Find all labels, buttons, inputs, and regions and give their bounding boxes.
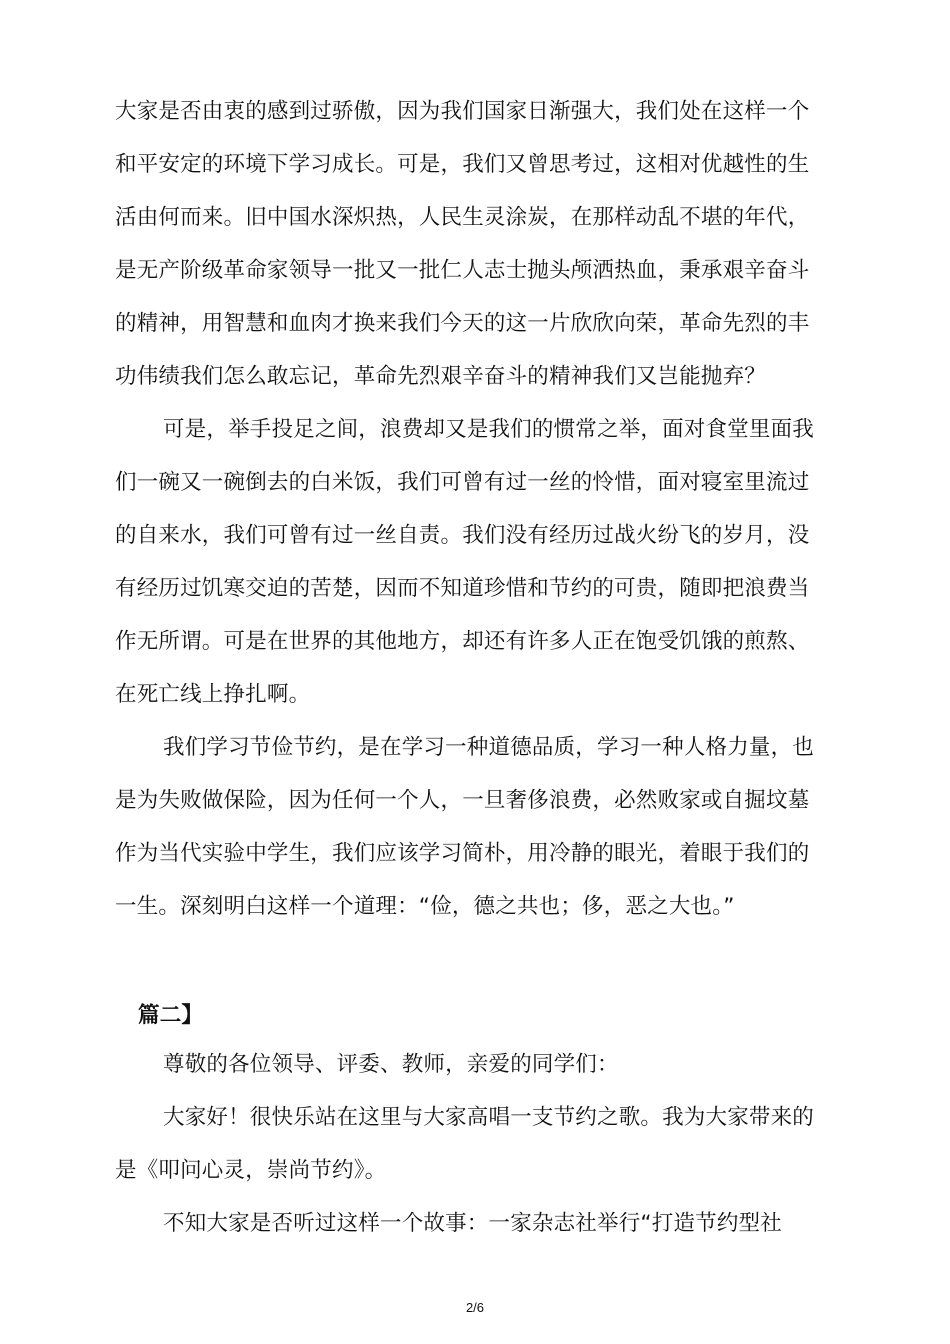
text-line: 我们学习节俭节约，是在学习一种道德品质，学习一种人格力量，也 bbox=[163, 735, 815, 760]
text-line: 作无所谓。可是在世界的其他地方，却还有许多人正在饱受饥饿的煎熬、 bbox=[115, 629, 810, 654]
text-line: 作为当代实验中学生，我们应该学习简朴，用冷静的眼光，着眼于我们的 bbox=[115, 841, 810, 866]
text-line: 大家是否由衷的感到过骄傲，因为我们国家日渐强大，我们处在这样一个 bbox=[115, 99, 810, 124]
text-line: 有经历过饥寒交迫的苦楚，因而不知道珍惜和节约的可贵，随即把浪费当 bbox=[115, 576, 810, 601]
text-line: 活由何而来。旧中国水深炽热，人民生灵涂炭，在那样动乱不堪的年代， bbox=[115, 205, 810, 230]
text-line: 一生。深刻明白这样一个道理：“俭，德之共也；侈，恶之大也。” bbox=[115, 894, 735, 919]
page-number: 2/6 bbox=[465, 1300, 485, 1315]
text-line: 的自来水，我们可曾有过一丝自责。我们没有经历过战火纷飞的岁月，没 bbox=[115, 523, 810, 548]
text-line: 可是，举手投足之间，浪费却又是我们的惯常之举，面对食堂里面我 bbox=[163, 417, 815, 442]
text-line: 的精神，用智慧和血肉才换来我们今天的这一片欣欣向荣，革命先烈的丰 bbox=[115, 311, 810, 336]
text-line: 在死亡线上挣扎啊。 bbox=[115, 682, 311, 707]
text-line: 功伟绩我们怎么敢忘记，革命先烈艰辛奋斗的精神我们又岂能抛弃？ bbox=[115, 364, 767, 389]
text-line: 尊敬的各位领导、评委、教师，亲爱的同学们： bbox=[163, 1052, 619, 1077]
text-line: 是无产阶级革命家领导一批又一批仁人志士抛头颅洒热血，秉承艰辛奋斗 bbox=[115, 258, 810, 283]
text-line: 大家好！很快乐站在这里与大家高唱一支节约之歌。我为大家带来的 bbox=[163, 1105, 815, 1130]
text-line: 不知大家是否听过这样一个故事：一家杂志社举行“打造节约型社 bbox=[163, 1211, 782, 1236]
text-line: 是为失败做保险，因为任何一个人，一旦奢侈浪费，必然败家或自掘坟墓 bbox=[115, 788, 810, 813]
text-line: 和平安定的环境下学习成长。可是，我们又曾思考过，这相对优越性的生 bbox=[115, 152, 810, 177]
section-heading: 篇二】 bbox=[138, 1003, 204, 1028]
text-line: 们一碗又一碗倒去的白米饭，我们可曾有过一丝的怜惜，面对寝室里流过 bbox=[115, 470, 810, 495]
text-line: 是《叩问心灵，崇尚节约》。 bbox=[115, 1158, 387, 1183]
